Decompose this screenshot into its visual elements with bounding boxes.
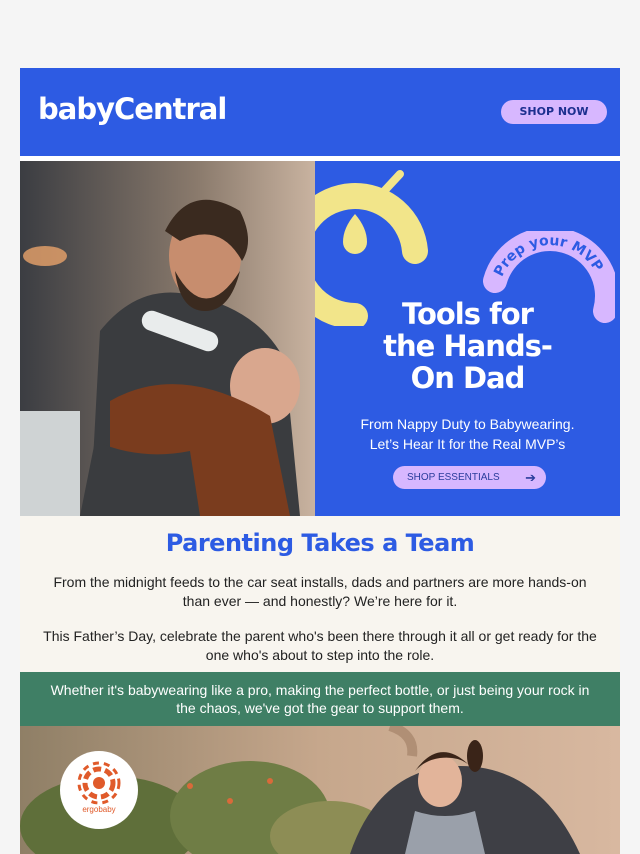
babywearing-photo[interactable]	[20, 726, 620, 854]
email-container	[20, 68, 620, 854]
hero-banner[interactable]	[20, 161, 620, 516]
hero-title: Tools for the Hands- On Dad	[383, 297, 552, 395]
team-section	[20, 516, 620, 672]
hero-panel	[315, 161, 620, 516]
ergobaby-logo	[60, 751, 138, 829]
ergobaby-label: ergobaby	[82, 805, 116, 814]
header	[20, 68, 620, 156]
fathers-day-paragraph: This Father’s Day, celebrate the parent who's been there through it all or get ready for the one who's about to step into the role.	[43, 628, 597, 663]
babycentral-logo[interactable]: babyCentral	[38, 92, 227, 126]
ergobaby-swirl-icon	[60, 751, 138, 829]
hero-subtitle: From Nappy Duty to Babywearing. Let’s Hear It for the Real MVP’s	[360, 416, 575, 452]
intro-paragraph: From the midnight feeds to the car seat installs, dads and partners are more hands-on than ever — and honestly? We’re here for it.	[53, 574, 587, 609]
gear-support-banner: Whether it's babywearing like a pro, making the perfect bottle, or just being your rock in the chaos, we've got the gear to support them.	[20, 672, 620, 726]
svg-text:Prep your MVP: Prep your MVP	[491, 232, 606, 280]
dad-feeding-baby-photo	[20, 161, 315, 516]
shop-now-button[interactable]: SHOP NOW	[501, 100, 607, 124]
shop-essentials-button[interactable]: SHOP ESSENTIALS ➔	[393, 466, 546, 489]
arrow-right-icon: ➔	[525, 470, 536, 485]
section-title: Parenting Takes a Team	[165, 529, 475, 557]
